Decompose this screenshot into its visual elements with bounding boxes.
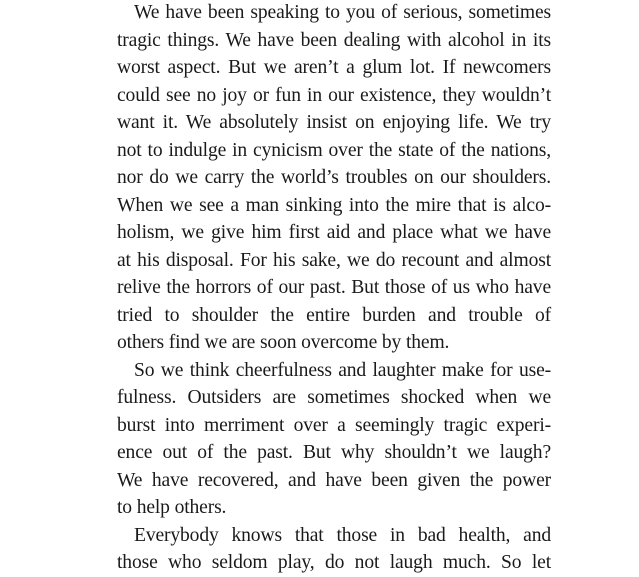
text-line: nor do we carry the world’s troubles on our shoulders. [117,167,551,188]
text-line: not to indulge in cynicism over the state of the nations, [117,139,551,161]
text-line: worst aspect. But we aren’t a glum lot. If newcomers [117,57,551,78]
text-line: at his disposal. For his sake, we do recount and almost [117,249,551,271]
text-line: those who seldom play, do not laugh much. So let [117,552,551,573]
text-line: to help others. [117,497,227,518]
paragraph-2 [117,357,551,522]
text-line: relive the horrors of our past. But those of us who have [117,277,551,298]
text-line: others find we are soon overcome by them. [117,332,450,353]
text-line: tried to shoulder the entire burden and trouble of [117,304,551,326]
text-line: could see no joy or fun in our existence, they wouldn’t [117,84,551,106]
text-line: burst into merriment over a seemingly tragic experi- [117,414,551,436]
paragraph-3 [117,522,551,577]
body-text [117,0,551,577]
text-line: We have been speaking to you of serious, sometimes [134,2,551,23]
text-line: We have recovered, and have been given the power [117,469,551,491]
text-line: So we think cheerfulness and laughter make for use- [134,359,551,381]
text-line: Everybody knows that those in bad health, and [134,524,551,546]
text-line: When we see a man sinking into the mire that is alco- [117,194,551,216]
paragraph-1 [117,0,551,357]
text-line: tragic things. We have been dealing with alcohol in its [117,29,551,51]
text-line: ence out of the past. But why shouldn’t we laugh? [117,442,551,463]
text-line: want it. We absolutely insist on enjoying life. We try [117,112,551,133]
text-line: fulness. Outsiders are sometimes shocked when we [117,387,551,408]
text-line: holism, we give him first aid and place what we have [117,222,551,243]
